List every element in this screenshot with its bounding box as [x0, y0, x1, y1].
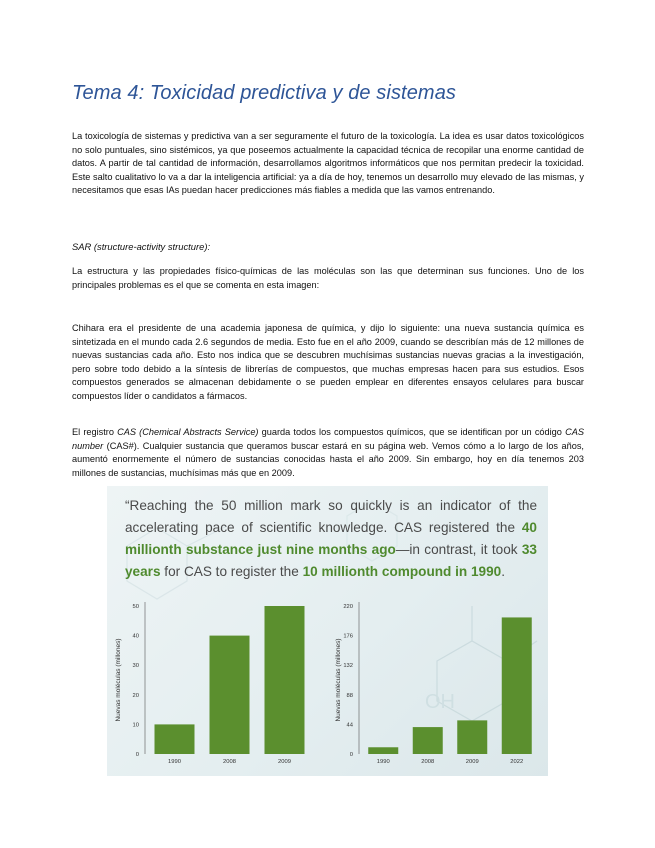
- y-tick-label: 30: [132, 663, 139, 670]
- quote-part-2: —in contrast, it took: [395, 542, 522, 557]
- y-tick-label: 40: [132, 633, 139, 640]
- x-tick-label: 2022: [510, 759, 524, 765]
- cas-term: CAS (Chemical Abstracts Service): [117, 427, 259, 437]
- oh-watermark: OH: [425, 691, 455, 713]
- x-tick-label: 2008: [421, 759, 435, 765]
- bar-2009: [457, 720, 487, 754]
- quote-highlight-40-million: 40 millionth substance just nine months ago: [125, 520, 537, 557]
- y-tick-label: 44: [346, 722, 353, 729]
- bar-2022: [502, 617, 532, 754]
- y-axis-label: Nuevas moléculas (millones): [115, 638, 122, 722]
- bar-2009: [265, 606, 305, 754]
- y-tick-label: 88: [346, 692, 353, 699]
- page-title: Tema 4: Toxicidad predictiva y de sistemas: [72, 82, 457, 104]
- y-tick-label: 50: [132, 604, 139, 610]
- sar-paragraph: La estructura y las propiedades físico-químicas de las moléculas son las que determinan sus funciones. Uno de los principales problemas es el que se comenta en esta imagen:: [72, 266, 584, 290]
- x-tick-label: 2009: [278, 759, 291, 765]
- y-axis-label: Nuevas moléculas (millones): [335, 638, 342, 722]
- cas-text-2: guarda todos los compuestos químicos, que se identifican por un código: [258, 427, 566, 437]
- quote-part-1: “Reaching the 50 million mark so quickly is an indicator of the accelerating pace of scientific knowledge. CAS registered the: [125, 498, 537, 535]
- y-tick-label: 20: [132, 692, 139, 699]
- y-tick-label: 132: [343, 663, 353, 670]
- bar-2008: [413, 727, 443, 754]
- x-tick-label: 1990: [376, 759, 390, 765]
- cas-quote: [125, 495, 537, 583]
- bar-chart-2022: [327, 594, 548, 772]
- bar-1990: [155, 724, 195, 754]
- quote-highlight-10-million: 10 millionth compound in 1990: [302, 564, 502, 579]
- quote-part-3: for CAS to register the: [160, 564, 303, 579]
- x-tick-label: 2008: [223, 759, 236, 765]
- chihara-paragraph: Chihara era el presidente de una academia japonesa de química, y dijo lo siguiente: una nueva sustancia química es sintetizada en el mundo cada 2.6 segundos de media. Esto fue en el año 2009, cuando se describían más de 12 millones de nuevas sustancias cada año. Esto nos indica que se descubren muchísimas sustancias nuevas gracias a la investigación, pero sobre todo debido a la síntesis de librerías de compuestos, que muchas empresas hacen para sus estudios. Esos compuestos generados se almacenan debidamente o se pueden emplear en diferentes ensayos celulares para buscar compuestos líder o candidatos a fármacos.: [72, 323, 584, 401]
- x-tick-label: 2009: [465, 759, 479, 765]
- y-tick-label: 220: [343, 604, 353, 610]
- sar-heading: SAR (structure-activity structure):: [72, 241, 211, 252]
- cas-number-term: CAS number: [72, 427, 584, 451]
- cas-text-1: El registro: [72, 427, 118, 437]
- y-tick-label: 0: [349, 752, 353, 758]
- y-tick-label: 176: [343, 633, 353, 640]
- x-tick-label: 1990: [168, 759, 181, 765]
- quote-part-4: .: [501, 564, 506, 579]
- bar-1990: [368, 747, 398, 754]
- bar-chart-2009: [107, 594, 322, 772]
- intro-paragraph: La toxicología de sistemas y predictiva van a ser seguramente el futuro de la toxicología. La idea es usar datos toxicológicos no solo puntuales, sino sistémicos, ya que poseemos actualmente la capacidad técnica de recopilar una enorme cantidad de datos. A partir de tal cantidad de información, desarrollamos algoritmos informáticos que nos permitan predecir la toxicidad. Este salto cualitativo lo va a dar la inteligencia artificial: ya a día de hoy, tenemos un desarrollo muy elevado de las mismas, y necesitamos que esas IAs puedan hacer predicciones más fiables a medida que las vamos entrenando.: [72, 131, 584, 196]
- quote-highlight-33-years: 33 years: [125, 542, 537, 579]
- cas-text-3: (CAS#). Cualquier sustancia que queramos buscar estará en su página web. Vemos cómo a lo largo de los años, aumentó enormemente el número de sustancias conocidas hasta el año 2009. Sin embargo, hoy en día tenemos 203 millones de sustancias, muchísimas más que en 2009.: [72, 440, 584, 478]
- bar-2008: [210, 636, 250, 754]
- cas-paragraph: [72, 426, 584, 480]
- y-tick-label: 0: [135, 752, 139, 758]
- y-tick-label: 10: [132, 722, 139, 729]
- cas-figure: [107, 486, 548, 776]
